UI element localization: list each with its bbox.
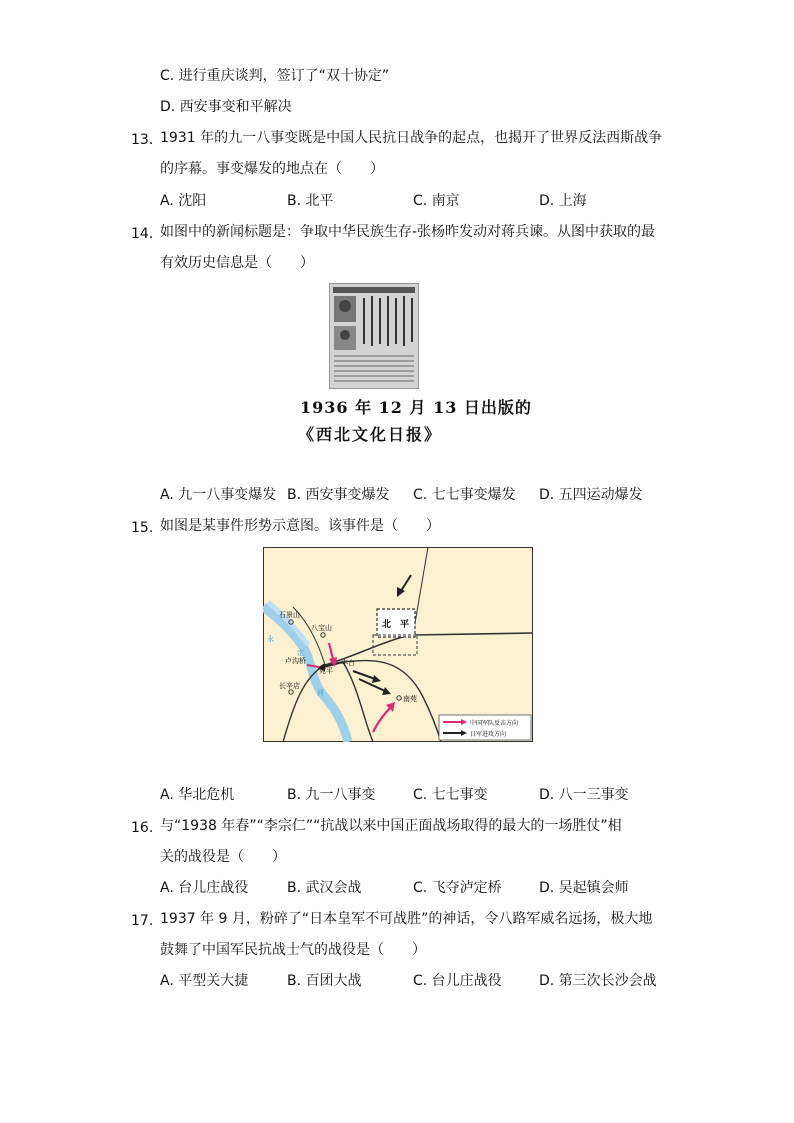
q17-option-a: A. 平型关大捷: [160, 973, 249, 989]
label-beiping: 北 平: [382, 620, 410, 630]
label-lugouqiao: 卢沟桥: [285, 657, 306, 665]
q15-option-c: C. 七七事变: [413, 787, 488, 803]
label-wanping: 宛平: [319, 667, 333, 675]
q16-option-c: C. 飞夺泸定桥: [413, 880, 502, 896]
q13-option-a: A. 沈阳: [160, 193, 207, 209]
newspaper-photo: [329, 283, 419, 389]
q15-option-a: A. 华北危机: [160, 787, 235, 803]
label-river-2: 定: [297, 649, 304, 657]
q15-option-d: D. 八一三事变: [539, 787, 629, 803]
q17-option-d: D. 第三次长沙会战: [539, 973, 657, 989]
q14-option-c: C. 七七事变爆发: [413, 487, 516, 503]
legend-japanese-attack: 日军进攻方向: [470, 731, 507, 738]
q14-stem-line2: 有效历史信息是（ ）: [160, 255, 314, 271]
label-babaoshan: 八宝山: [311, 624, 332, 632]
q17-stem-line1: 1937 年 9 月，粉碎了“日本皇军不可战胜”的神话，令八路军威名远扬，极大地: [160, 911, 653, 927]
q17-stem-line2: 鼓舞了中国军民抗战士气的战役是（ ）: [160, 942, 426, 958]
q14-option-b: B. 西安事变爆发: [287, 487, 390, 503]
q16-stem-line2: 关的战役是（ ）: [160, 849, 286, 865]
q13-stem-line1: 1931 年的九一八事变既是中国人民抗日战争的起点，也揭开了世界反法西斯战争: [160, 130, 663, 146]
q15-stem-line1: 如图是某事件形势示意图。该事件是（ ）: [160, 518, 440, 534]
q16-option-b: B. 武汉会战: [287, 880, 362, 896]
q15-number: 15.: [131, 520, 154, 536]
q15-option-b: B. 九一八事变: [287, 787, 376, 803]
label-changxindian: 长辛店: [279, 682, 300, 690]
newspaper-image: [330, 284, 418, 388]
q12-option-d: D. 西安事变和平解决: [160, 99, 292, 115]
newspaper-caption-date: 1936 年 12 月 13 日出版的: [300, 398, 532, 417]
legend-chinese-counterattack: 中国军队反击方向: [470, 720, 519, 727]
q13-option-d: D. 上海: [539, 193, 587, 209]
label-fengtai: 丰台: [341, 659, 355, 667]
q13-option-b: B. 北平: [287, 193, 334, 209]
newspaper-caption-title: 《西北文化日报》: [298, 425, 443, 444]
label-river-1: 永: [267, 635, 274, 643]
q14-stem-line1: 如图中的新闻标题是：争取中华民族生存-张杨昨发动对蒋兵谏。从图中获取的最: [160, 224, 656, 240]
q16-option-a: A. 台儿庄战役: [160, 880, 249, 896]
q17-number: 17.: [131, 913, 154, 929]
q14-option-a: A. 九一八事变爆发: [160, 487, 277, 503]
q17-option-c: C. 台儿庄战役: [413, 973, 502, 989]
q13-number: 13.: [131, 132, 154, 148]
q16-number: 16.: [131, 820, 154, 836]
label-river-3: 河: [317, 689, 324, 697]
q13-stem-line2: 的序幕。事变爆发的地点在（ ）: [160, 161, 384, 177]
label-shijingshan: 石景山: [279, 611, 300, 619]
q17-option-b: B. 百团大战: [287, 973, 362, 989]
battle-situation-map: [263, 547, 533, 742]
q12-option-c: C. 进行重庆谈判，签订了“双十协定”: [160, 68, 390, 84]
q14-option-d: D. 五四运动爆发: [539, 487, 643, 503]
q16-stem-line1: 与“1938 年春”“李宗仁”“抗战以来中国正面战场取得的最大的一场胜仗”相: [160, 818, 622, 834]
label-nanyuan: 南苑: [403, 695, 417, 703]
q13-option-c: C. 南京: [413, 193, 460, 209]
q16-option-d: D. 吴起镇会师: [539, 880, 629, 896]
q14-number: 14.: [131, 226, 154, 242]
